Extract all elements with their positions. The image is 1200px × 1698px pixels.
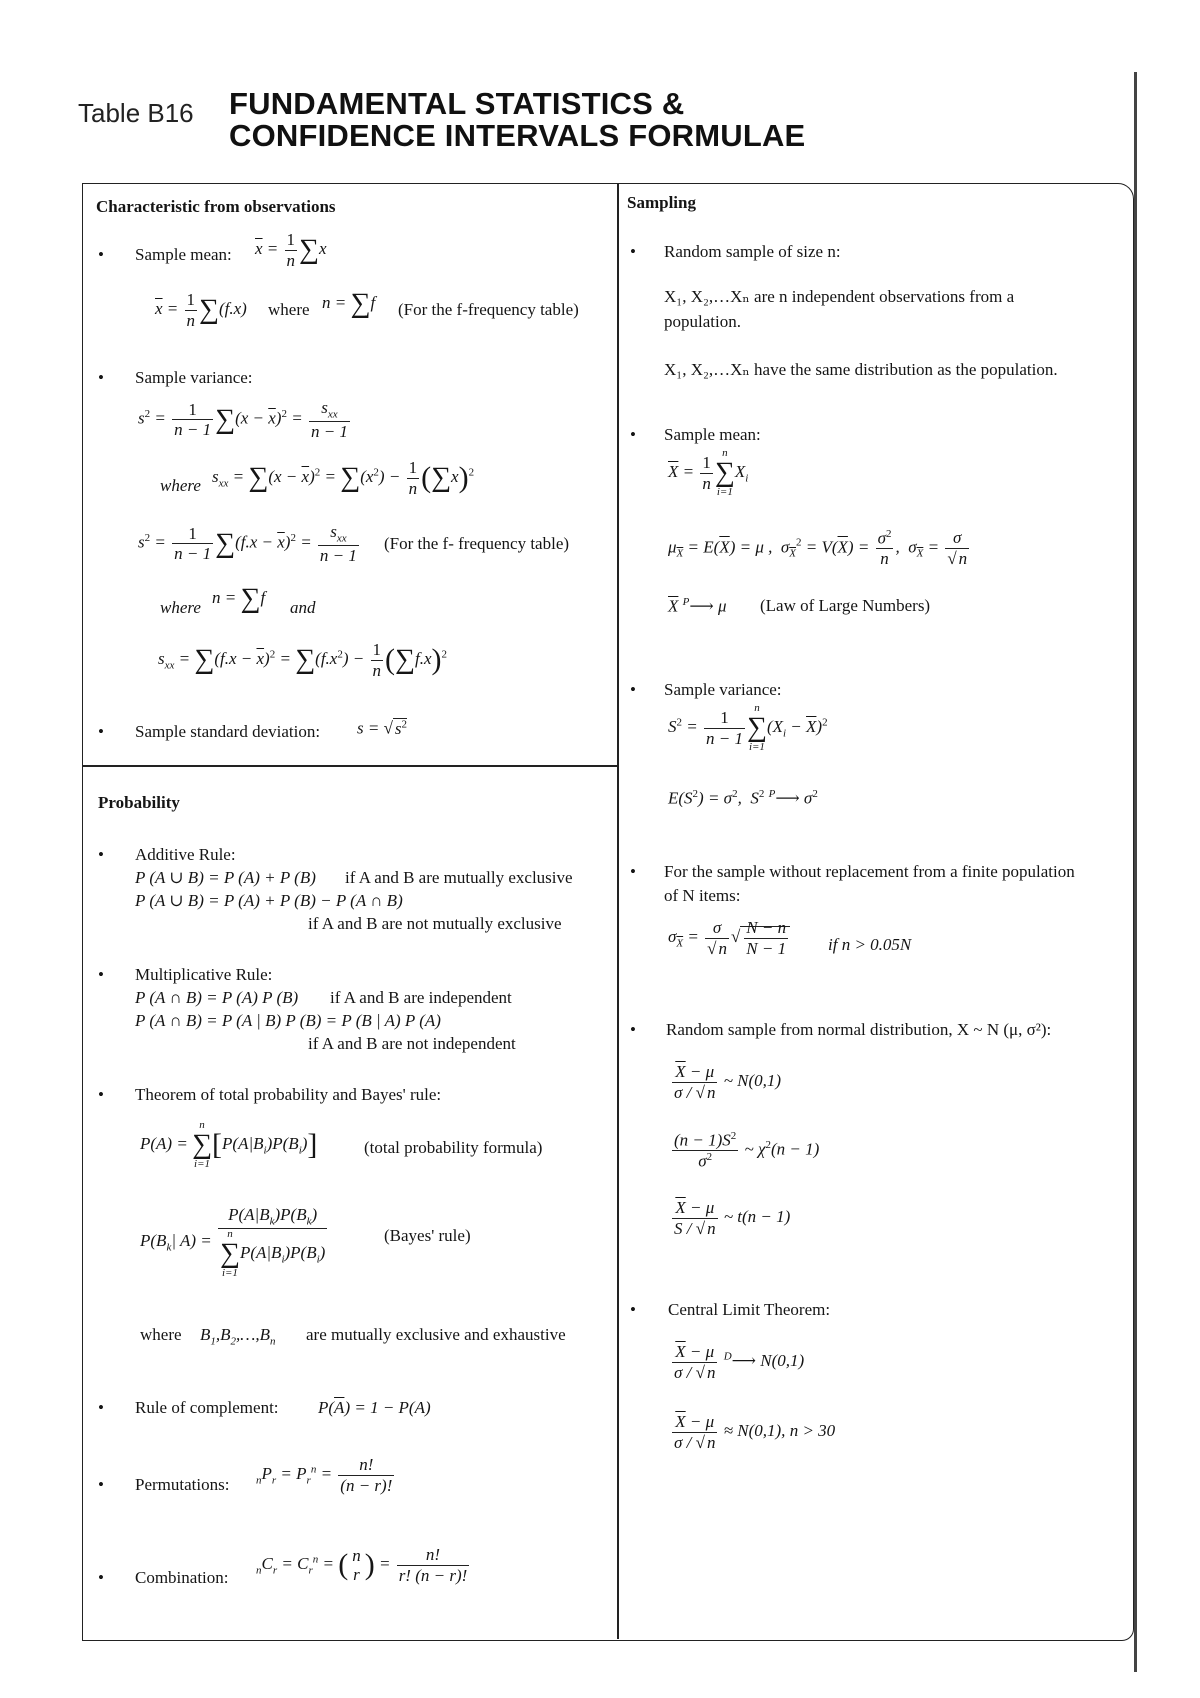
bullet-finite: • [630, 862, 636, 881]
table-label: Table B16 [78, 98, 194, 128]
freq-variance-formula: $s^2$ = $\frac{1}{n - 1}$ $\sum(f.x - \overline{x})^2$ = $s_{xx}$ n − 1 [138, 522, 357, 566]
sampling-mean-formula: $\overline{X}$ = $\frac{1}{n}$ n ∑ i=1 $X_i$ [668, 447, 749, 498]
chi-square-formula: $\frac{(n - 1)S^2}{\sigma^2}$ ~ $\chi^2(n - 1)$ [674, 1130, 820, 1171]
freq-note-2: (For the f- frequency table) [384, 534, 570, 553]
bullet-variance: • [98, 368, 104, 387]
combination-label: Combination: [135, 1568, 229, 1587]
bullet-bayes: • [98, 1085, 104, 1104]
complement-formula: $P(\overline{A}) = 1 - P(A)$ [318, 1398, 431, 1417]
page-title-line1: FUNDAMENTAL STATISTICS & [229, 86, 685, 121]
dist-line: X₁, X₂,…Xₙ have the same distribution as the population. [664, 360, 1058, 379]
variance-formula: $s^2$ = $\frac{1}{n - 1}$ $\sum(x - \overline{x})^2$ = $s_{xx}$ n − 1 [138, 398, 348, 442]
clt-approx-formula: $\frac{\overline{X} - \mu}{\sigma / √ n}$ ≈ N(0,1), n > 30 [674, 1412, 836, 1452]
variance-properties-formula: $E(S^2) = \sigma^2$, $S^2$ $^P$⟶ $\sigma^2$ [668, 788, 818, 808]
mean-properties-formula: $\mu_{\overline{X}} = E(\overline{X}) = \mu$ , $\sigma_{\overline{X}}^2 = V(\overline{X})$ = $\frac{\sigma^2}{n}$ , $\sigma_{\overline{X}}$ = $\frac{\sigma}{√ n}$ [668, 528, 968, 569]
multiplicative-label: Multiplicative Rule: [135, 965, 273, 984]
mult-line2: P (A ∩ B) = P (A | B) P (B) = P (B | A) P (A) [135, 1011, 441, 1030]
z-statistic-formula: $\frac{\overline{X} - \mu}{\sigma / √ n}$ ~ N(0,1) [674, 1062, 782, 1102]
finite-correction-formula: $\sigma_{\overline{X}}$ = $\frac{\sigma}{√ n}$ √ $\frac{N - n}{N - 1}$ [668, 918, 790, 958]
bullet-sample-mean: • [630, 425, 636, 444]
std-label: Sample standard deviation: [135, 722, 321, 741]
additive-line1: P (A ∪ B) = P (A) + P (B) [135, 868, 316, 887]
finite-condition: if n > 0.05N [828, 935, 912, 954]
freq-mean-formula: $\overline{x}$ = $\frac{1}{n}$ ∑(f.x) [155, 290, 247, 330]
total-probability-formula: P(A) = n ∑ i=1 $[P(A|B_i)P(B_i)]$ [140, 1119, 318, 1170]
permutations-formula: $_nP_r = P_r^n$ = $\frac{n!}{(n - r)!}$ [256, 1455, 393, 1495]
std-formula: s = √ $s^2$ [357, 718, 408, 738]
bayes-note: (Bayes' rule) [384, 1226, 471, 1245]
bullet-multiplicative: • [98, 965, 104, 984]
additive-line1-cond: if A and B are mutually exclusive [345, 868, 573, 887]
complement-label: Rule of complement: [135, 1398, 279, 1417]
section-divider [83, 765, 618, 767]
bullet-normal: • [630, 1020, 636, 1039]
bullet-additive: • [98, 845, 104, 864]
freq-note: (For the f-frequency table) [398, 300, 579, 319]
column-divider [617, 184, 619, 1639]
bullet-std: • [98, 722, 104, 741]
clt-convergence-formula: $\frac{\overline{X} - \mu}{\sigma / √ n}$ $^D$⟶ N(0,1) [674, 1342, 805, 1382]
where-label: where [160, 476, 201, 495]
bullet-complement: • [98, 1398, 104, 1417]
where-label-bayes: where [140, 1325, 182, 1344]
bullet-sample-variance: • [630, 680, 636, 699]
mult-line1-cond: if A and B are independent [330, 988, 512, 1007]
bullet-combination: • [98, 1568, 104, 1587]
total-probability-note: (total probability formula) [364, 1138, 543, 1157]
mult-line2-cond: if A and B are not independent [308, 1034, 516, 1053]
additive-line2-cond: if A and B are not mutually exclusive [308, 914, 562, 933]
finite-line1: For the sample without replacement from a finite population [664, 862, 1075, 881]
clt-condition: n > 30 [789, 1420, 836, 1440]
probability-heading: Probability [98, 793, 180, 812]
additive-label: Additive Rule: [135, 845, 236, 864]
where-label-2: where [160, 598, 201, 617]
bayes-label: Theorem of total probability and Bayes' rule: [135, 1085, 442, 1104]
t-statistic-formula: $\frac{\overline{X} - \mu}{S / √ n}$ ~ t(n − 1) [674, 1198, 791, 1238]
freq-sxx-formula: $s_{xx} = \sum(f.x - \overline{x})^2 = \sum(f.x^2)$ − $\frac{1}{n}$ $(\sum f.x)^2$ [158, 640, 447, 680]
permutations-label: Permutations: [135, 1475, 230, 1494]
characteristic-heading: Characteristic from observations [96, 197, 336, 216]
page-edge-rule [1134, 72, 1137, 1672]
sampling-heading: Sampling [627, 193, 696, 212]
additive-line2: P (A ∪ B) = P (A) + P (B) − P (A ∩ B) [135, 891, 403, 910]
finite-line2: of N items: [664, 886, 741, 905]
bullet-random: • [630, 242, 636, 261]
freq-where: where [268, 300, 310, 319]
bayes-formula: $P(B_k|$ A) = $P(A|B_k)P(B_k)$ n ∑ i=1 $P(A|B_i)P(B_i)$ [140, 1205, 326, 1280]
sample-mean-formula: $\overline{x}$ = $\frac{1}{n}$ ∑x [255, 230, 327, 270]
obs-line1: X₁, X₂,…Xₙ are n independent observations from a [664, 287, 1015, 306]
sample-variance-label: Sample variance: [135, 368, 253, 387]
bullet-mean: • [98, 245, 104, 264]
page-title-line2: CONFIDENCE INTERVALS FORMULAE [229, 118, 806, 153]
random-label: Random sample of size n: [664, 242, 841, 261]
and-label: and [290, 598, 316, 617]
b-partition: $B_1,B_2,\dots,B_n$ [200, 1325, 276, 1348]
bullet-clt: • [630, 1300, 636, 1319]
bullet-permutations: • [98, 1475, 104, 1494]
sampling-variance-label: Sample variance: [664, 680, 782, 699]
sampling-mean-label: Sample mean: [664, 425, 761, 444]
sxx-formula: $s_{xx} = \sum(x - \overline{x})^2 = \sum(x^2)$ − $\frac{1}{n}$ $(\sum x)^2$ [212, 458, 475, 498]
clt-label: Central Limit Theorem: [668, 1300, 831, 1319]
n-sum-f-formula: n = ∑f [322, 288, 376, 319]
sample-mean-label: Sample mean: [135, 245, 232, 264]
lln-formula: $\overline{X}$ $^P$⟶ μ [668, 596, 727, 616]
n-sum-f-formula-2: n = ∑f [212, 583, 266, 614]
lln-note: (Law of Large Numbers) [760, 596, 931, 615]
sampling-variance-formula: $S^2$ = $\frac{1}{n - 1}$ n ∑ i=1 $(X_i - \overline{X})^2$ [668, 702, 828, 753]
normal-label: Random sample from normal distribution, X ~ N (μ, σ²): [666, 1020, 1052, 1039]
obs-line2: population. [664, 312, 741, 331]
combination-formula: $_nC_r = C_r^n$ = ( n r ) = $\frac{n!}{r! (n - r)!}$ [256, 1545, 468, 1585]
where-note: are mutually exclusive and exhaustive [306, 1325, 566, 1344]
mult-line1: P (A ∩ B) = P (A) P (B) [135, 988, 299, 1007]
